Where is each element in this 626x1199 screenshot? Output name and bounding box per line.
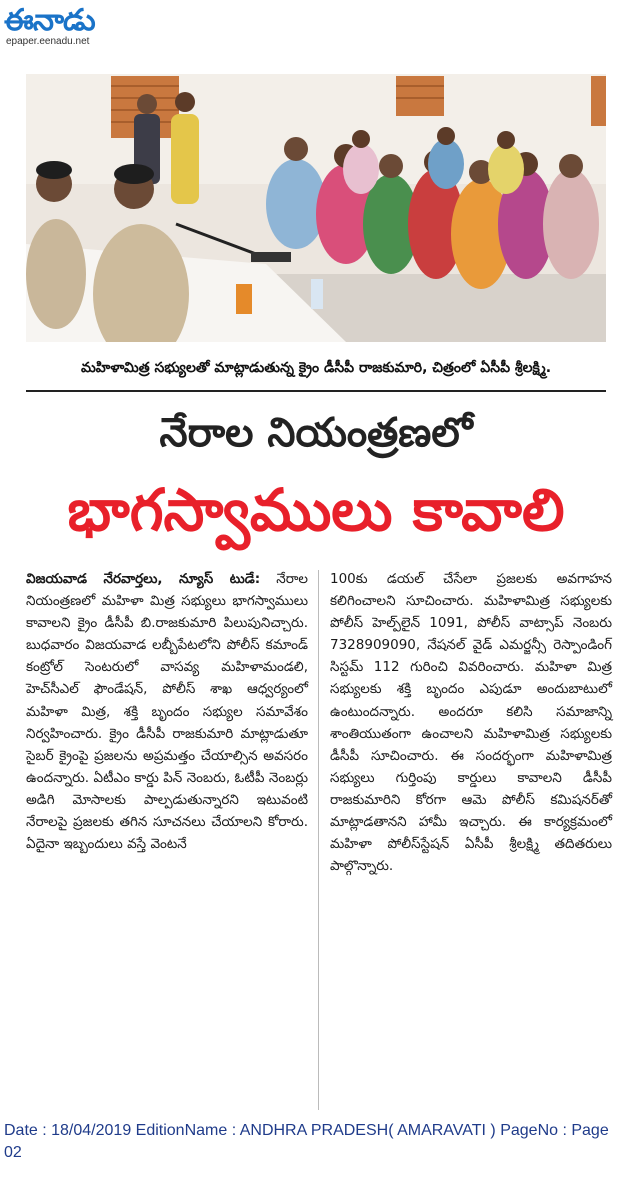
- article-text-left: నేరాల నియంత్రణలో మహిళా మిత్ర సభ్యులు భాగస్వాములు కావాలని క్రైం డీసీపీ బి.రాజకుమారి పిలుపునిచ్చారు. బుధవారం విజయవాడ లబ్బీపేటలోని పోలీస్ కమాండ్ కంట్రోల్ సెంటరులో వాసవ్య మహిళామండలి, హెచ్‌సీఎల్ ఫౌండేషన్, పోలీస్ శాఖ ఆధ్వర్యంలో మహిళా మిత్ర, శక్తి బృందం సభ్యుల సమావేశం నిర్వహించారు. క్రైం డీసీపీ రాజకుమారి మాట్లాడుతూ సైబర్ క్రైంపై ప్రజలను అప్రమత్తం చేయాల్సిన అవసరం ఉందన్నారు. ఏటీఎం కార్డు పిన్ నెంబరు, ఓటీపీ నెంబర్లు అడిగి మోసాలకు పాల్పడుతున్నారని ఇటువంటి నేరాలపై ప్రజలకు తగిన సూచనలు చేయాలని కోరారు. ఏదైనా ఇబ్బందులు వస్తే వెంటనే: [26, 571, 308, 853]
- headline-line2: భాగస్వాములు కావాలి: [67, 476, 565, 544]
- column-divider: [318, 570, 319, 1110]
- site-url: epaper.eenadu.net: [6, 36, 90, 47]
- photo-caption: మహిళామిత్ర సభ్యులతో మాట్లాడుతున్న క్రైం డీసీపీ రాజకుమారి, చిత్రంలో ఏసీపీ శ్రీలక్ష్మి.: [26, 348, 606, 392]
- headline-line1: నేరాల నియంత్రణలో: [159, 410, 473, 456]
- news-photo: [26, 74, 606, 342]
- edition-footer: Date : 18/04/2019 EditionName : ANDHRA PRADESH( AMARAVATI ) PageNo : Page 02: [4, 1122, 609, 1161]
- article-text-right: 100కు డయల్ చేసేలా ప్రజలకు అవగాహన కలిగించాలని సూచించారు. మహిళామిత్ర సభ్యులకు పోలీస్ హెల్ప్‌లైన్ 1091, పోలీస్ వాట్సాప్ నెంబరు 7328909090, నేషనల్ వైడ్ ఎమర్జన్సీ రెస్పాండింగ్ సిస్టమ్ 112 గురించి వివరించారు. మహిళా మిత్ర సభ్యులకు శక్తి బృందం ఎపుడూ అందుబాటులో ఉంటుందన్నారు. అందరూ కలిసి సమాజాన్ని శాంతియుతంగా ఉంచాలని మహిళామిత్ర సభ్యులకు డీసీపీ సూచించారు. ఈ సందర్భంగా మహిళామిత్ర సభ్యులు గుర్తింపు కార్డులు కావాలని డీసీపీ రాజకుమారిని కోరగా ఆమె పోలీస్ కమిషనర్‌తో మాట్లాడతానని హామీ ఇచ్చారు. ఈ కార్యక్రమంలో మహిళా పోలీస్‌స్టేషన్ ఏసీపీ శ్రీలక్ష్మి తదితరులు పాల్గొన్నారు.: [330, 571, 612, 875]
- article-column-left: [26, 568, 308, 855]
- article-column-right: [330, 568, 612, 877]
- masthead-logo: [2, 4, 142, 54]
- dateline: విజయవాడ నేరవార్తలు, న్యూస్ టుడే:: [26, 571, 261, 587]
- logo-text: ఈనాడు: [4, 3, 95, 38]
